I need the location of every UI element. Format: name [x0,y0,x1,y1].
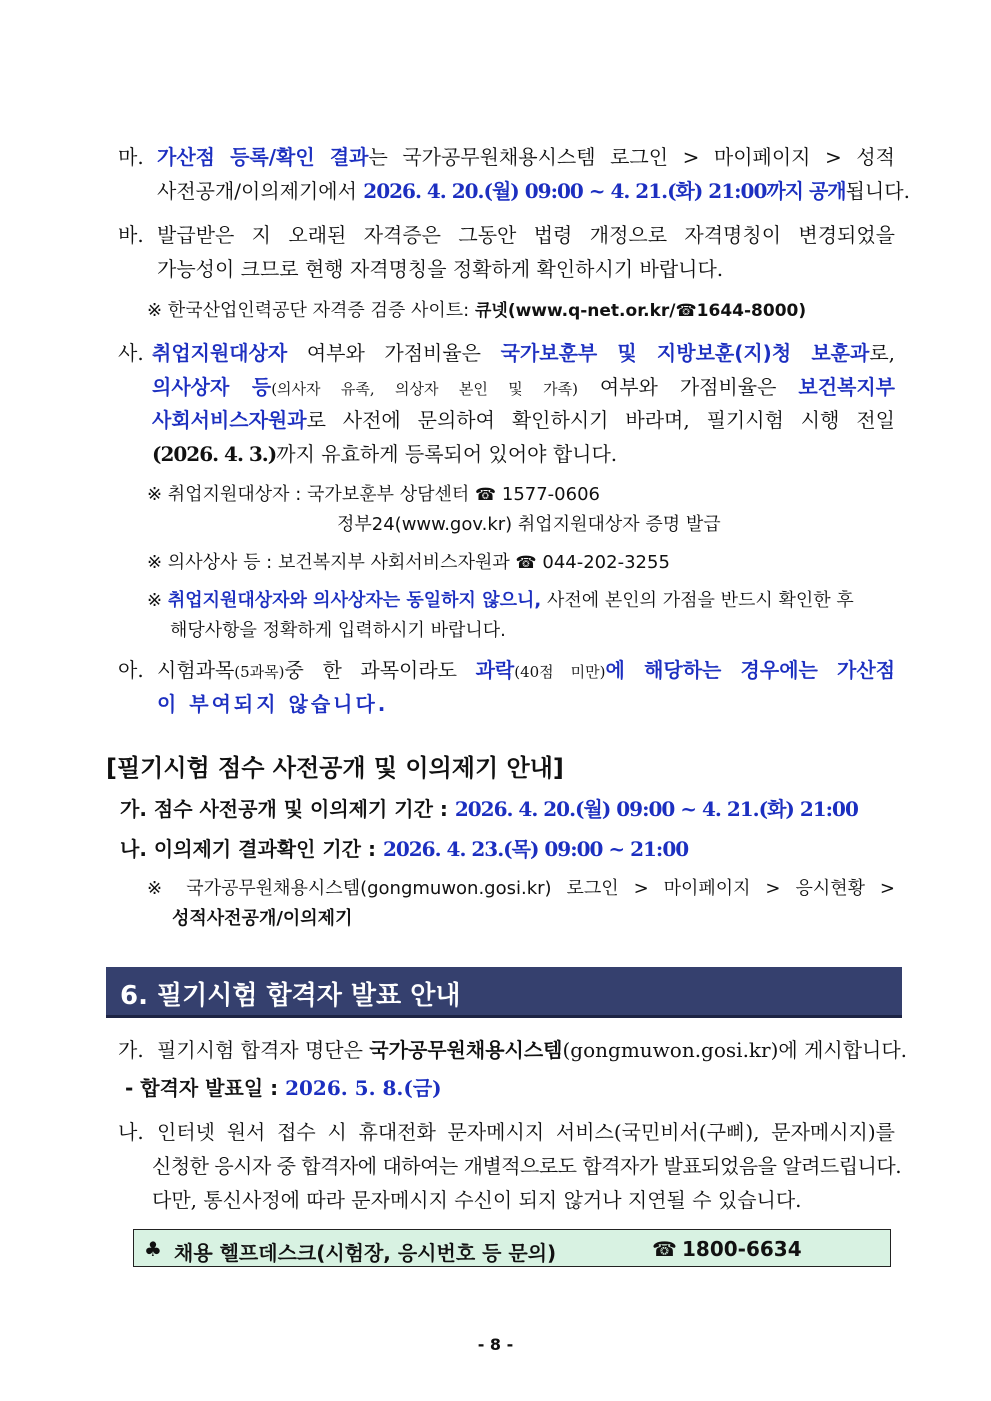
item-sa-note1-line2: 정부24(www.gov.kr) 취업지원대상자 증명 발급 [337,514,721,535]
notice-ga-date: 2026. 4. 20.(월) 09:00 ~ 4. 21.(화) 21:00 [454,797,858,821]
item-a-t1-small: (5과목) [234,663,285,681]
section6-ga-line [157,1036,907,1064]
item-ma-text1: 는 국가공무원채용시스템 로그인 > 마이페이지 > 성적 [368,145,895,169]
notice-section-title: [필기시험 점수 사전공개 및 이의제기 안내] [106,754,564,782]
item-sa-t2: 로, [869,341,895,365]
section6-ga-marker: 가. [118,1038,144,1062]
item-sa-t4: 여부와 가점비율은 [577,375,799,399]
item-sa-hl5: 사회서비스자원과 [152,408,307,432]
item-sa-note3-line2: 해당사항을 정확하게 입력하시기 바랍니다. [170,620,506,641]
item-ba-line1: 발급받은 지 오래된 자격증은 그동안 법령 개정으로 자격명칭이 변경되었을 [157,223,895,247]
item-sa-t3: (의사자 유족, 의상자 본인 및 가족) [271,380,578,398]
item-sa-note2-number: 044-202-3255 [536,552,670,573]
announce-date-line [125,1074,442,1102]
item-sa-line1 [152,339,895,367]
item-ma-marker: 마. [118,145,144,169]
item-ma-date: 2026. 4. 20.(월) 09:00 ~ 4. 21.(화) 21:00까지 공개 [363,179,846,203]
section6-na-line2: 신청한 응시자 중 합격자에 대하여는 개별적으로도 합격자가 발표되었음을 알려드립니다. [152,1154,902,1178]
notice-ga-label: 가. 점수 사전공개 및 이의제기 기간 : [120,797,455,821]
item-sa-note1-label: ※ 취업지원대상자 : 국가보훈부 상담센터 [147,484,475,505]
item-ma-line2 [157,177,910,205]
item-sa-note3-text: 사전에 본인의 가점을 반드시 확인한 후 [541,590,854,611]
item-ba-note [147,297,806,325]
item-sa-note1 [147,481,600,509]
notice-note-line1: ※ 국가공무원채용시스템(gongmuwon.gosi.kr) 로그인 > 마이페이지 > 응시현황 > [147,878,895,899]
announce-date: 2026. 5. 8.(금) [285,1076,442,1100]
item-sa-note3-mark: ※ [147,590,168,611]
item-ba-note-prefix: ※ 한국산업인력공단 자격증 검증 사이트: [147,300,475,321]
item-sa-note2-label: ※ 의사상사 등 : 보건복지부 사회서비스자원과 [147,552,516,573]
section6-na-line3: 다만, 통신사정에 따라 문자메시지 수신이 되지 않거나 지연될 수 있습니다. [152,1188,802,1212]
section6-title: 6. 필기시험 합격자 발표 안내 [120,981,461,1011]
item-ma-text2: 사전공개/이의제기에서 [157,179,364,203]
item-a-marker: 아. [118,658,144,682]
item-sa-t5: 로 사전에 문의하여 확인하시기 바라며, 필기시험 시행 전일 [306,408,895,432]
item-a-t3-small: (40점 미만) [514,663,606,681]
helpdesk-text: 채용 헬프데스크(시험장, 응시번호 등 문의) [174,1241,557,1265]
section6-ga-hl: 국가공무원채용시스템 [369,1038,563,1062]
notice-item-na [120,835,688,863]
item-sa-note3 [147,587,854,615]
notice-na-date: 2026. 4. 23.(목) 09:00 ~ 21:00 [382,837,689,861]
item-sa-date: (2026. 4. 3.) [152,442,277,466]
item-ma-text3: 됩니다. [845,179,910,203]
item-ba-line2: 가능성이 크므로 현행 자격명칭을 정확하게 확인하시기 바랍니다. [157,257,724,281]
section6-na-line1: 인터넷 원서 접수 시 휴대전화 문자메시지 서비스(국민비서(구삐), 문자메시지)를 [157,1120,895,1144]
helpdesk-number: 1800-6634 [682,1237,802,1261]
section6-header [106,967,902,1018]
section6-ga-t2: (gongmuwon.gosi.kr)에 게시합니다. [562,1038,908,1062]
phone-icon: ☎ [515,553,537,573]
item-sa-hl3: 의사상자 등 [152,375,272,399]
item-a-t2: 중 한 과목이라도 [284,658,476,682]
item-sa-hl2: 국가보훈부 및 지방보훈(지)청 보훈과 [500,341,870,365]
item-a-t1: 시험과목 [157,658,235,682]
item-sa-note1-number: 1577-0606 [496,484,600,505]
item-sa-hl4: 보건복지부 [798,375,895,399]
item-sa-note3-hl: 취업지원대상자와 의사상자는 동일하지 않으니, [167,590,542,611]
notice-note-line2: 성적사전공개/이의제기 [172,908,353,929]
qnet-site: 큐넷(www.q-net.or.kr/☎1644-8000) [474,301,807,321]
item-ma-line1 [157,143,895,171]
section6-ga-t1: 필기시험 합격자 명단은 [157,1038,370,1062]
notice-item-ga [120,795,858,823]
item-sa-line3 [152,406,895,434]
item-sa-note2 [147,549,670,577]
item-a-line1 [157,656,895,686]
helpdesk-box [133,1229,891,1267]
item-sa-marker: 사. [118,341,144,365]
item-sa-t6: 까지 유효하게 등록되어 있어야 합니다. [276,442,618,466]
section6-na-marker: 나. [118,1120,144,1144]
page-number: - 8 - [477,1335,514,1354]
item-a-hl2: 에 해당하는 경우에는 가산점 [605,658,896,682]
phone-icon: ☎ [474,485,497,505]
item-sa-hl1: 취업지원대상자 [152,341,288,365]
club-icon: ♣ [144,1237,162,1261]
item-ba-marker: 바. [118,223,144,247]
item-ma-highlight: 가산점 등록/확인 결과 [157,145,369,169]
item-sa-t1: 여부와 가점비율은 [287,341,501,365]
item-a-line2 [157,690,388,718]
item-sa-line4 [152,440,617,468]
announce-label: - 합격자 발표일 : [125,1076,286,1100]
phone-icon: ☎ [652,1237,677,1261]
item-sa-line2 [152,373,895,403]
notice-na-label: 나. 이의제기 결과확인 기간 : [120,837,383,861]
item-a-hl3: 이 부여되지 않습니다. [157,692,389,716]
item-a-hl1: 과락 [475,658,515,682]
